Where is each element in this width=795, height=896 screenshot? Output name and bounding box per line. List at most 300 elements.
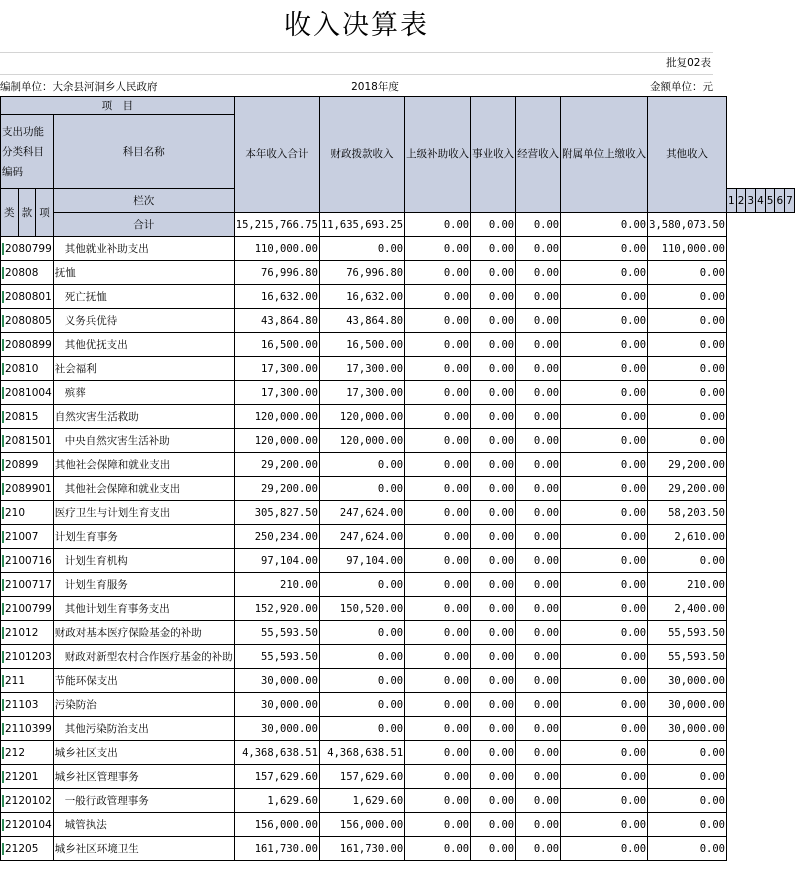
amount-cell: 210.00 — [234, 573, 319, 597]
amount-cell: 43,864.80 — [319, 309, 404, 333]
amount-cell: 97,104.00 — [234, 549, 319, 573]
subject-code — [1, 429, 54, 453]
subject-name: 抚恤 — [53, 261, 234, 285]
col-header-2: 财政拨款收入 — [319, 97, 404, 213]
amount-unit: 金额单位：元 — [650, 81, 713, 93]
amount-cell: 0.00 — [648, 837, 727, 861]
amount-cell: 0.00 — [516, 309, 561, 333]
amount-cell: 30,000.00 — [648, 669, 727, 693]
subject-code-text: 21007 — [2, 531, 38, 543]
amount-cell: 0.00 — [648, 261, 727, 285]
amount-cell: 120,000.00 — [319, 429, 404, 453]
amount-cell: 0.00 — [648, 789, 727, 813]
amount-cell: 0.00 — [319, 693, 404, 717]
header-lei: 类 — [1, 189, 19, 237]
amount-cell: 76,996.80 — [234, 261, 319, 285]
amount-cell: 150,520.00 — [319, 597, 404, 621]
total-cell: 11,635,693.25 — [319, 213, 404, 237]
amount-cell: 0.00 — [561, 597, 648, 621]
amount-cell: 0.00 — [471, 285, 516, 309]
amount-cell: 0.00 — [561, 333, 648, 357]
amount-cell: 0.00 — [516, 237, 561, 261]
form-number: 批复02表 — [666, 57, 711, 69]
amount-cell: 0.00 — [405, 645, 471, 669]
amount-cell: 0.00 — [471, 621, 516, 645]
table-row — [1, 573, 795, 597]
amount-cell: 0.00 — [471, 333, 516, 357]
total-cell: 0.00 — [516, 213, 561, 237]
amount-cell: 0.00 — [561, 453, 648, 477]
total-cell: 0.00 — [561, 213, 648, 237]
subject-name: 其他就业补助支出 — [53, 237, 234, 261]
table-row — [1, 333, 795, 357]
table-row — [1, 429, 795, 453]
subject-code-text: 2089901 — [2, 483, 52, 495]
table-row — [1, 357, 795, 381]
col-number: 2 — [736, 189, 746, 213]
amount-cell: 0.00 — [561, 381, 648, 405]
amount-cell: 16,632.00 — [234, 285, 319, 309]
subject-code — [1, 501, 54, 525]
amount-cell: 0.00 — [319, 717, 404, 741]
amount-cell: 0.00 — [516, 477, 561, 501]
subject-code-text: 2120102 — [2, 795, 52, 807]
amount-cell: 120,000.00 — [234, 405, 319, 429]
subject-name: 殡葬 — [53, 381, 234, 405]
amount-cell: 0.00 — [319, 669, 404, 693]
amount-cell: 2,400.00 — [648, 597, 727, 621]
amount-cell: 0.00 — [405, 813, 471, 837]
subject-code — [1, 837, 54, 861]
amount-cell: 0.00 — [648, 741, 727, 765]
amount-cell: 0.00 — [471, 789, 516, 813]
table-row — [1, 669, 795, 693]
subject-name: 其他社会保障和就业支出 — [53, 477, 234, 501]
col-number: 6 — [775, 189, 785, 213]
amount-cell: 0.00 — [516, 285, 561, 309]
amount-cell: 0.00 — [405, 621, 471, 645]
subject-code-text: 210 — [2, 507, 25, 519]
amount-cell: 0.00 — [648, 813, 727, 837]
subject-code-text: 20815 — [2, 411, 38, 423]
subject-code — [1, 453, 54, 477]
amount-cell: 0.00 — [561, 789, 648, 813]
amount-cell: 247,624.00 — [319, 501, 404, 525]
amount-cell: 0.00 — [561, 765, 648, 789]
amount-cell: 247,624.00 — [319, 525, 404, 549]
table-row — [1, 837, 795, 861]
amount-cell: 210.00 — [648, 573, 727, 597]
amount-cell: 0.00 — [471, 237, 516, 261]
subject-code — [1, 573, 54, 597]
amount-cell: 0.00 — [516, 429, 561, 453]
table-row — [1, 621, 795, 645]
subject-name: 污染防治 — [53, 693, 234, 717]
amount-cell: 16,500.00 — [319, 333, 404, 357]
amount-cell: 1,629.60 — [319, 789, 404, 813]
col-header-7: 其他收入 — [648, 97, 727, 213]
amount-cell: 0.00 — [648, 309, 727, 333]
amount-cell: 17,300.00 — [234, 381, 319, 405]
subject-code-text: 212 — [2, 747, 25, 759]
table-row — [1, 285, 795, 309]
amount-cell: 0.00 — [405, 741, 471, 765]
amount-cell: 0.00 — [471, 477, 516, 501]
amount-cell: 0.00 — [471, 693, 516, 717]
amount-cell: 0.00 — [405, 597, 471, 621]
amount-cell: 0.00 — [516, 525, 561, 549]
subject-name: 死亡抚恤 — [53, 285, 234, 309]
header-heji: 合计 — [53, 213, 234, 237]
table-row — [1, 789, 795, 813]
table-row — [1, 453, 795, 477]
amount-cell: 161,730.00 — [234, 837, 319, 861]
amount-cell: 0.00 — [561, 357, 648, 381]
subject-name: 中央自然灾害生活补助 — [53, 429, 234, 453]
subject-name: 城乡社区管理事务 — [53, 765, 234, 789]
subject-code — [1, 285, 54, 309]
table-row — [1, 741, 795, 765]
amount-cell: 0.00 — [471, 261, 516, 285]
amount-cell: 0.00 — [516, 669, 561, 693]
amount-cell: 0.00 — [516, 261, 561, 285]
subject-name: 城管执法 — [53, 813, 234, 837]
amount-cell: 161,730.00 — [319, 837, 404, 861]
amount-cell: 4,368,638.51 — [234, 741, 319, 765]
amount-cell: 0.00 — [561, 669, 648, 693]
subject-name: 其他社会保障和就业支出 — [53, 453, 234, 477]
table-row — [1, 501, 795, 525]
total-cell: 15,215,766.75 — [234, 213, 319, 237]
total-cell: 0.00 — [471, 213, 516, 237]
amount-cell: 0.00 — [648, 405, 727, 429]
amount-cell: 120,000.00 — [319, 405, 404, 429]
amount-cell: 0.00 — [405, 453, 471, 477]
amount-cell: 156,000.00 — [319, 813, 404, 837]
amount-cell: 0.00 — [516, 357, 561, 381]
amount-cell: 30,000.00 — [234, 669, 319, 693]
amount-cell: 0.00 — [561, 261, 648, 285]
subject-code-text: 20899 — [2, 459, 38, 471]
subject-name: 财政对新型农村合作医疗基金的补助 — [53, 645, 234, 669]
table-row — [1, 237, 795, 261]
header-row — [1, 213, 795, 237]
subject-code — [1, 261, 54, 285]
subject-name: 其他计划生育事务支出 — [53, 597, 234, 621]
amount-cell: 0.00 — [516, 549, 561, 573]
amount-cell: 0.00 — [648, 381, 727, 405]
amount-cell: 43,864.80 — [234, 309, 319, 333]
amount-cell: 4,368,638.51 — [319, 741, 404, 765]
table-row — [1, 525, 795, 549]
subject-name: 其他优抚支出 — [53, 333, 234, 357]
amount-cell: 0.00 — [561, 693, 648, 717]
amount-cell: 0.00 — [471, 813, 516, 837]
amount-cell: 0.00 — [516, 837, 561, 861]
subject-name: 城乡社区支出 — [53, 741, 234, 765]
subject-name: 其他污染防治支出 — [53, 717, 234, 741]
amount-cell: 17,300.00 — [319, 381, 404, 405]
amount-cell: 0.00 — [561, 525, 648, 549]
amount-cell: 0.00 — [648, 357, 727, 381]
amount-cell: 0.00 — [471, 549, 516, 573]
amount-cell: 0.00 — [471, 573, 516, 597]
subject-code — [1, 237, 54, 261]
amount-cell: 0.00 — [319, 237, 404, 261]
amount-cell: 29,200.00 — [648, 477, 727, 501]
subject-code — [1, 357, 54, 381]
amount-cell: 0.00 — [561, 741, 648, 765]
amount-cell: 0.00 — [405, 837, 471, 861]
amount-cell: 0.00 — [516, 717, 561, 741]
col-number: 4 — [756, 189, 766, 213]
amount-cell: 0.00 — [516, 645, 561, 669]
subject-code-text: 2101203 — [2, 651, 52, 663]
header-lanci: 栏次 — [53, 189, 234, 213]
subject-code — [1, 477, 54, 501]
amount-cell: 0.00 — [471, 309, 516, 333]
subject-code-text: 20808 — [2, 267, 38, 279]
subject-code-text: 21012 — [2, 627, 38, 639]
amount-cell: 17,300.00 — [234, 357, 319, 381]
amount-cell: 0.00 — [319, 453, 404, 477]
amount-cell: 0.00 — [648, 333, 727, 357]
subject-name: 节能环保支出 — [53, 669, 234, 693]
amount-cell: 76,996.80 — [319, 261, 404, 285]
amount-cell: 0.00 — [319, 573, 404, 597]
subject-name: 自然灾害生活救助 — [53, 405, 234, 429]
table-row — [1, 717, 795, 741]
subject-code — [1, 741, 54, 765]
amount-cell: 1,629.60 — [234, 789, 319, 813]
subject-code-text: 2081004 — [2, 387, 52, 399]
amount-cell: 0.00 — [561, 645, 648, 669]
amount-cell: 0.00 — [516, 765, 561, 789]
subject-code — [1, 405, 54, 429]
amount-cell: 0.00 — [405, 573, 471, 597]
subject-name: 义务兵优待 — [53, 309, 234, 333]
table-row — [1, 381, 795, 405]
compiling-unit: 编制单位：大余县河洞乡人民政府 — [0, 81, 158, 93]
amount-cell: 0.00 — [648, 765, 727, 789]
amount-cell: 30,000.00 — [234, 717, 319, 741]
header-xiangmu: 项 目 — [1, 97, 235, 115]
amount-cell: 0.00 — [471, 741, 516, 765]
subject-code-text: 2080899 — [2, 339, 52, 351]
amount-cell: 97,104.00 — [319, 549, 404, 573]
amount-cell: 0.00 — [516, 453, 561, 477]
amount-cell: 0.00 — [561, 477, 648, 501]
amount-cell: 30,000.00 — [234, 693, 319, 717]
subject-name: 计划生育事务 — [53, 525, 234, 549]
amount-cell: 0.00 — [648, 429, 727, 453]
subject-code — [1, 333, 54, 357]
table-row — [1, 765, 795, 789]
col-number: 7 — [785, 189, 795, 213]
amount-cell: 305,827.50 — [234, 501, 319, 525]
amount-cell: 157,629.60 — [234, 765, 319, 789]
amount-cell: 55,593.50 — [234, 645, 319, 669]
amount-cell: 0.00 — [471, 381, 516, 405]
amount-cell: 0.00 — [405, 261, 471, 285]
table-row — [1, 477, 795, 501]
amount-cell: 0.00 — [405, 549, 471, 573]
subject-name: 计划生育机构 — [53, 549, 234, 573]
page-title: 收入决算表 — [284, 10, 429, 41]
amount-cell: 0.00 — [516, 741, 561, 765]
table-row — [1, 645, 795, 669]
amount-cell: 0.00 — [471, 405, 516, 429]
amount-cell: 0.00 — [516, 789, 561, 813]
subject-code — [1, 645, 54, 669]
amount-cell: 0.00 — [405, 429, 471, 453]
grid-line — [0, 52, 713, 53]
amount-cell: 0.00 — [561, 573, 648, 597]
amount-cell: 0.00 — [516, 501, 561, 525]
subject-name: 一般行政管理事务 — [53, 789, 234, 813]
amount-cell: 0.00 — [561, 837, 648, 861]
subject-code-text: 2080799 — [2, 243, 52, 255]
amount-cell: 30,000.00 — [648, 693, 727, 717]
subject-name: 财政对基本医疗保险基金的补助 — [53, 621, 234, 645]
subject-code-text: 21205 — [2, 843, 38, 855]
amount-cell: 0.00 — [561, 813, 648, 837]
amount-cell: 16,632.00 — [319, 285, 404, 309]
amount-cell: 30,000.00 — [648, 717, 727, 741]
amount-cell: 17,300.00 — [319, 357, 404, 381]
amount-cell: 0.00 — [405, 669, 471, 693]
amount-cell: 58,203.50 — [648, 501, 727, 525]
amount-cell: 0.00 — [405, 237, 471, 261]
total-cell: 0.00 — [405, 213, 471, 237]
amount-cell: 0.00 — [516, 333, 561, 357]
amount-cell: 0.00 — [471, 645, 516, 669]
table-row — [1, 309, 795, 333]
amount-cell: 0.00 — [561, 717, 648, 741]
total-cell: 3,580,073.50 — [648, 213, 727, 237]
amount-cell: 0.00 — [648, 285, 727, 309]
subject-code-text: 2080801 — [2, 291, 52, 303]
subject-code-text: 2100717 — [2, 579, 52, 591]
amount-cell: 156,000.00 — [234, 813, 319, 837]
amount-cell: 0.00 — [405, 501, 471, 525]
amount-cell: 0.00 — [471, 669, 516, 693]
table-row — [1, 405, 795, 429]
table-row — [1, 597, 795, 621]
amount-cell: 0.00 — [561, 501, 648, 525]
subject-code-text: 21103 — [2, 699, 38, 711]
amount-cell: 0.00 — [648, 549, 727, 573]
col-header-1: 本年收入合计 — [234, 97, 319, 213]
subject-code-text: 2081501 — [2, 435, 52, 447]
amount-cell: 0.00 — [405, 525, 471, 549]
amount-cell: 110,000.00 — [648, 237, 727, 261]
amount-cell: 0.00 — [516, 381, 561, 405]
subject-code-text: 2100716 — [2, 555, 52, 567]
amount-cell: 0.00 — [561, 429, 648, 453]
fiscal-year: 2018年度 — [351, 81, 399, 93]
amount-cell: 2,610.00 — [648, 525, 727, 549]
amount-cell: 29,200.00 — [234, 453, 319, 477]
amount-cell: 0.00 — [516, 693, 561, 717]
subject-code — [1, 717, 54, 741]
grid-line — [0, 74, 713, 75]
amount-cell: 55,593.50 — [234, 621, 319, 645]
col-header-4: 事业收入 — [471, 97, 516, 213]
subject-code — [1, 525, 54, 549]
amount-cell: 0.00 — [561, 621, 648, 645]
amount-cell: 0.00 — [516, 813, 561, 837]
header-xiang: 项 — [36, 189, 54, 237]
amount-cell: 157,629.60 — [319, 765, 404, 789]
amount-cell: 0.00 — [405, 333, 471, 357]
subject-name: 社会福利 — [53, 357, 234, 381]
amount-cell: 55,593.50 — [648, 645, 727, 669]
subject-code-text: 21201 — [2, 771, 38, 783]
subject-code — [1, 309, 54, 333]
amount-cell: 250,234.00 — [234, 525, 319, 549]
subject-code-text: 2100799 — [2, 603, 52, 615]
col-number: 5 — [765, 189, 775, 213]
table-row — [1, 261, 795, 285]
amount-cell: 0.00 — [471, 597, 516, 621]
header-name-col: 科目名称 — [53, 115, 234, 189]
table-row — [1, 549, 795, 573]
amount-cell: 0.00 — [471, 525, 516, 549]
amount-cell: 0.00 — [319, 477, 404, 501]
amount-cell: 0.00 — [405, 765, 471, 789]
amount-cell: 0.00 — [319, 645, 404, 669]
subject-code — [1, 549, 54, 573]
amount-cell: 0.00 — [561, 285, 648, 309]
amount-cell: 16,500.00 — [234, 333, 319, 357]
amount-cell: 0.00 — [405, 309, 471, 333]
subject-name: 医疗卫生与计划生育支出 — [53, 501, 234, 525]
subject-code — [1, 669, 54, 693]
amount-cell: 0.00 — [405, 477, 471, 501]
amount-cell: 0.00 — [516, 573, 561, 597]
amount-cell: 0.00 — [561, 549, 648, 573]
amount-cell: 0.00 — [516, 597, 561, 621]
subject-code — [1, 621, 54, 645]
amount-cell: 0.00 — [405, 405, 471, 429]
income-final-accounts-table — [0, 96, 795, 861]
header-code-group: 支出功能分类科目编码 — [1, 115, 54, 189]
amount-cell: 0.00 — [405, 285, 471, 309]
amount-cell: 0.00 — [471, 765, 516, 789]
amount-cell: 0.00 — [405, 357, 471, 381]
amount-cell: 0.00 — [471, 837, 516, 861]
amount-cell: 0.00 — [471, 501, 516, 525]
subject-code-text: 20810 — [2, 363, 38, 375]
table-row — [1, 813, 795, 837]
table-row — [1, 693, 795, 717]
amount-cell: 29,200.00 — [234, 477, 319, 501]
subject-name: 城乡社区环境卫生 — [53, 837, 234, 861]
subject-code-text: 2080805 — [2, 315, 52, 327]
subject-code-text: 211 — [2, 675, 25, 687]
header-row — [1, 97, 795, 115]
subject-code — [1, 381, 54, 405]
col-header-6: 附属单位上缴收入 — [561, 97, 648, 213]
col-number: 3 — [746, 189, 756, 213]
col-header-5: 经营收入 — [516, 97, 561, 213]
amount-cell: 152,920.00 — [234, 597, 319, 621]
subject-code — [1, 765, 54, 789]
subject-code-text: 2110399 — [2, 723, 52, 735]
amount-cell: 0.00 — [405, 693, 471, 717]
col-header-3: 上级补助收入 — [405, 97, 471, 213]
